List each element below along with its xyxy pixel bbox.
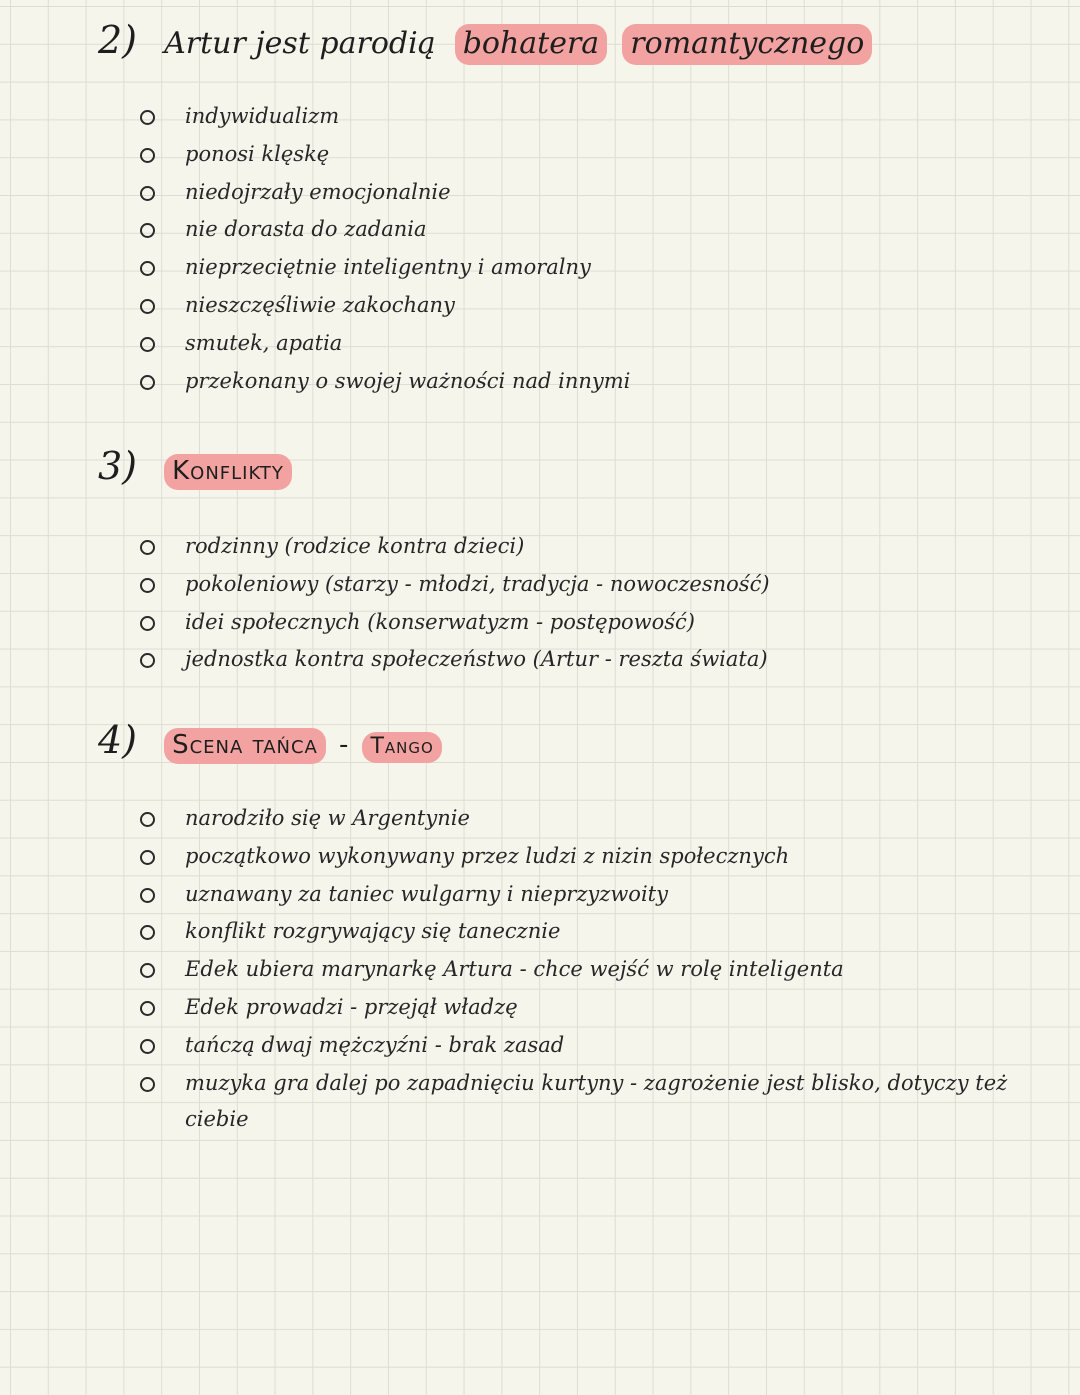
list-item: nieszczęśliwie zakochany (140, 287, 630, 325)
list-item: narodziło się w Argentynie (140, 800, 1065, 838)
bullet-icon (140, 1039, 155, 1054)
section-4-title-tango: Tango (362, 732, 441, 763)
bullet-icon (140, 888, 155, 903)
list-item: początkowo wykonywany przez ludzi z nizin społecznych (140, 838, 1065, 876)
bullet-icon (140, 812, 155, 827)
list-item: ponosi klęskę (140, 136, 630, 174)
list-item: nie dorasta do zadania (140, 211, 630, 249)
list-item: muzyka gra dalej po zapadnięciu kurtyny - zagrożenie jest blisko, dotyczy też ciebie (140, 1065, 1065, 1137)
bullet-icon (140, 1077, 155, 1092)
section-2-list (140, 98, 630, 400)
section-3-list (140, 528, 770, 679)
bullet-icon (140, 578, 155, 593)
list-item: tańczą dwaj mężczyźni - brak zasad (140, 1027, 1065, 1065)
section-2-highlight-bohatera: bohatera (455, 24, 608, 65)
list-item: idei społecznych (konserwatyzm - postępowość) (140, 604, 770, 642)
bullet-icon (140, 850, 155, 865)
bullet-icon (140, 186, 155, 201)
bullet-icon (140, 925, 155, 940)
section-4-heading (98, 718, 442, 762)
list-item: uznawany za taniec wulgarny i nieprzyzwoity (140, 876, 1065, 914)
bullet-icon (140, 653, 155, 668)
list-item: smutek, apatia (140, 325, 630, 363)
list-item: Edek ubiera marynarkę Artura - chce wejść w rolę inteligenta (140, 951, 1065, 989)
bullet-icon (140, 110, 155, 125)
section-4-title-scena-tanca: Scena tańca (164, 728, 326, 764)
section-3-title: Konflikty (164, 454, 292, 490)
list-item: indywidualizm (140, 98, 630, 136)
bullet-icon (140, 299, 155, 314)
list-item: rodzinny (rodzice kontra dzieci) (140, 528, 770, 566)
bullet-icon (140, 375, 155, 390)
bullet-icon (140, 616, 155, 631)
section-2-number: 2) (98, 18, 138, 62)
section-2-highlight-romantycznego: romantycznego (622, 24, 872, 65)
list-item: Edek prowadzi - przejął władzę (140, 989, 1065, 1027)
section-2-title-prefix: Artur jest parodią (164, 26, 436, 61)
section-4-list (140, 800, 1065, 1137)
bullet-icon (140, 963, 155, 978)
section-4-number: 4) (98, 718, 138, 762)
bullet-icon (140, 540, 155, 555)
section-3-number: 3) (98, 444, 138, 488)
bullet-icon (140, 223, 155, 238)
list-item: przekonany o swojej ważności nad innymi (140, 363, 630, 401)
list-item: niedojrzały emocjonalnie (140, 174, 630, 212)
list-item: jednostka kontra społeczeństwo (Artur - reszta świata) (140, 641, 770, 679)
section-2-heading (98, 18, 872, 62)
bullet-icon (140, 1001, 155, 1016)
list-item: pokoleniowy (starzy - młodzi, tradycja - nowoczesność) (140, 566, 770, 604)
bullet-icon (140, 337, 155, 352)
bullet-icon (140, 261, 155, 276)
list-item: nieprzeciętnie inteligentny i amoralny (140, 249, 630, 287)
list-item: konflikt rozgrywający się tanecznie (140, 913, 1065, 951)
bullet-icon (140, 148, 155, 163)
section-3-heading (98, 444, 292, 488)
section-4-separator: - (338, 730, 350, 760)
